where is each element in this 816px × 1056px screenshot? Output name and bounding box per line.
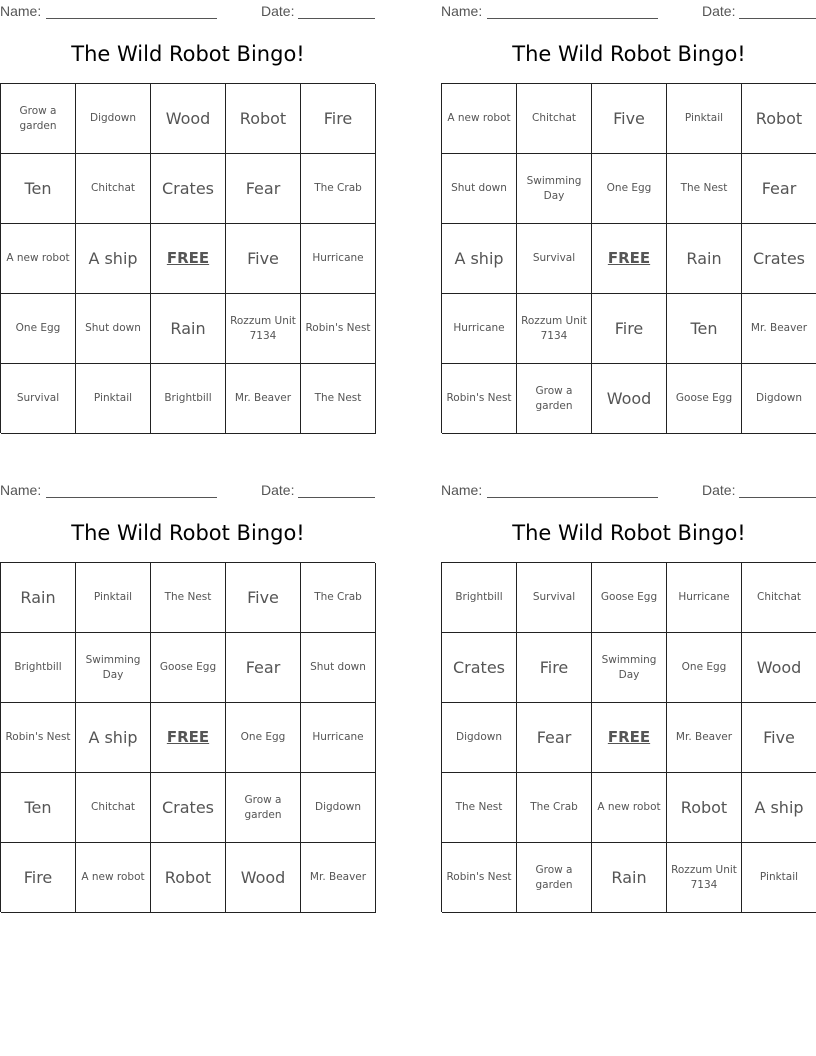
date-label: Date: <box>702 3 736 19</box>
name-label: Name: <box>441 482 483 498</box>
bingo-cell: A new robot <box>1 224 76 294</box>
bingo-cell: Grow a garden <box>517 843 592 913</box>
bingo-cell: The Nest <box>442 773 517 843</box>
bingo-cell: Mr. Beaver <box>226 364 301 434</box>
bingo-cell: Wood <box>742 633 816 703</box>
bingo-cell: Five <box>592 84 667 154</box>
bingo-cell: A ship <box>76 703 151 773</box>
bingo-cell: A new robot <box>442 84 517 154</box>
bingo-cell: Digdown <box>301 773 376 843</box>
bingo-cell: Robin's Nest <box>301 294 376 364</box>
bingo-cell: Digdown <box>76 84 151 154</box>
bingo-cell: Chitchat <box>76 773 151 843</box>
bingo-cell: Fire <box>301 84 376 154</box>
bingo-cell: Ten <box>1 773 76 843</box>
bingo-cell: Rozzum Unit 7134 <box>667 843 742 913</box>
bingo-cell: Crates <box>151 773 226 843</box>
bingo-cell: Ten <box>667 294 742 364</box>
name-date-line <box>0 482 376 498</box>
date-label: Date: <box>261 3 295 19</box>
bingo-cell: Chitchat <box>742 563 816 633</box>
bingo-cell: One Egg <box>667 633 742 703</box>
bingo-cell: The Nest <box>151 563 226 633</box>
bingo-cell: Chitchat <box>517 84 592 154</box>
bingo-cell: Shut down <box>76 294 151 364</box>
bingo-cell: The Crab <box>301 154 376 224</box>
card-title: The Wild Robot Bingo! <box>512 42 746 66</box>
bingo-card <box>0 479 376 919</box>
free-space: FREE <box>592 224 667 294</box>
bingo-cell: Survival <box>517 224 592 294</box>
bingo-cell: One Egg <box>1 294 76 364</box>
bingo-cell: Ten <box>1 154 76 224</box>
bingo-cell: Crates <box>151 154 226 224</box>
bingo-card <box>0 0 376 440</box>
date-label: Date: <box>261 482 295 498</box>
bingo-cell: Digdown <box>442 703 517 773</box>
bingo-cell: Robin's Nest <box>1 703 76 773</box>
date-blank <box>298 497 375 498</box>
bingo-cell: The Crab <box>517 773 592 843</box>
bingo-cell: Chitchat <box>76 154 151 224</box>
bingo-cell: Swimming Day <box>517 154 592 224</box>
bingo-cell: The Nest <box>667 154 742 224</box>
name-date-line <box>0 3 376 19</box>
bingo-cell: Five <box>742 703 816 773</box>
bingo-cell: Five <box>226 563 301 633</box>
bingo-cell: The Nest <box>301 364 376 434</box>
bingo-cell: Robin's Nest <box>442 843 517 913</box>
bingo-cell: Crates <box>742 224 816 294</box>
bingo-cell: Fire <box>1 843 76 913</box>
bingo-cell: Rain <box>592 843 667 913</box>
name-blank <box>487 497 658 498</box>
bingo-cell: Wood <box>592 364 667 434</box>
bingo-cell: Rozzum Unit 7134 <box>226 294 301 364</box>
bingo-cell: Robot <box>667 773 742 843</box>
bingo-cell: Pinktail <box>742 843 816 913</box>
bingo-cell: Rain <box>1 563 76 633</box>
bingo-cell: A ship <box>742 773 816 843</box>
bingo-cell: Fear <box>517 703 592 773</box>
bingo-cell: A new robot <box>592 773 667 843</box>
bingo-cell: Robot <box>151 843 226 913</box>
bingo-cell: Wood <box>226 843 301 913</box>
bingo-cell: Robin's Nest <box>442 364 517 434</box>
name-label: Name: <box>0 482 42 498</box>
free-space: FREE <box>151 703 226 773</box>
bingo-grid <box>441 562 816 912</box>
bingo-cell: Hurricane <box>667 563 742 633</box>
bingo-cell: Pinktail <box>667 84 742 154</box>
bingo-cell: Goose Egg <box>151 633 226 703</box>
name-blank <box>487 18 658 19</box>
name-label: Name: <box>0 3 42 19</box>
name-blank <box>46 18 217 19</box>
date-blank <box>298 18 375 19</box>
bingo-cell: Shut down <box>442 154 517 224</box>
bingo-cell: Wood <box>151 84 226 154</box>
bingo-card <box>441 0 816 440</box>
card-title: The Wild Robot Bingo! <box>71 42 305 66</box>
bingo-cell: Swimming Day <box>76 633 151 703</box>
bingo-cell: A new robot <box>76 843 151 913</box>
date-blank <box>739 497 816 498</box>
bingo-cell: Fear <box>226 633 301 703</box>
bingo-cell: Rozzum Unit 7134 <box>517 294 592 364</box>
bingo-grid <box>441 83 816 433</box>
name-blank <box>46 497 217 498</box>
bingo-cell: Shut down <box>301 633 376 703</box>
free-space: FREE <box>592 703 667 773</box>
bingo-cell: Pinktail <box>76 563 151 633</box>
bingo-cell: Brightbill <box>1 633 76 703</box>
bingo-cell: Hurricane <box>301 703 376 773</box>
bingo-cell: A ship <box>442 224 517 294</box>
bingo-cell: Mr. Beaver <box>301 843 376 913</box>
bingo-cell: Hurricane <box>442 294 517 364</box>
name-date-line <box>441 482 816 498</box>
bingo-cell: Survival <box>1 364 76 434</box>
bingo-cell: Crates <box>442 633 517 703</box>
bingo-cell: Rain <box>667 224 742 294</box>
bingo-cell: Fire <box>592 294 667 364</box>
bingo-cell: Pinktail <box>76 364 151 434</box>
card-title: The Wild Robot Bingo! <box>512 521 746 545</box>
bingo-cell: Goose Egg <box>592 563 667 633</box>
bingo-cell: Brightbill <box>442 563 517 633</box>
bingo-cell: Mr. Beaver <box>667 703 742 773</box>
bingo-cell: Grow a garden <box>517 364 592 434</box>
date-blank <box>739 18 816 19</box>
bingo-cell: A ship <box>76 224 151 294</box>
bingo-cell: Five <box>226 224 301 294</box>
name-date-line <box>441 3 816 19</box>
name-label: Name: <box>441 3 483 19</box>
bingo-cell: One Egg <box>226 703 301 773</box>
bingo-cell: Rain <box>151 294 226 364</box>
bingo-cell: Digdown <box>742 364 816 434</box>
bingo-cell: Mr. Beaver <box>742 294 816 364</box>
bingo-cell: Robot <box>742 84 816 154</box>
bingo-cell: Grow a garden <box>1 84 76 154</box>
bingo-cell: Grow a garden <box>226 773 301 843</box>
bingo-cell: Survival <box>517 563 592 633</box>
date-label: Date: <box>702 482 736 498</box>
bingo-grid <box>0 562 375 912</box>
bingo-cell: Fire <box>517 633 592 703</box>
free-space: FREE <box>151 224 226 294</box>
bingo-cell: Brightbill <box>151 364 226 434</box>
bingo-cell: Goose Egg <box>667 364 742 434</box>
bingo-cell: The Crab <box>301 563 376 633</box>
bingo-cell: Robot <box>226 84 301 154</box>
bingo-cell: Fear <box>226 154 301 224</box>
bingo-cell: Hurricane <box>301 224 376 294</box>
bingo-cell: Swimming Day <box>592 633 667 703</box>
bingo-cell: Fear <box>742 154 816 224</box>
card-title: The Wild Robot Bingo! <box>71 521 305 545</box>
bingo-cell: One Egg <box>592 154 667 224</box>
bingo-card <box>441 479 816 919</box>
bingo-grid <box>0 83 375 433</box>
